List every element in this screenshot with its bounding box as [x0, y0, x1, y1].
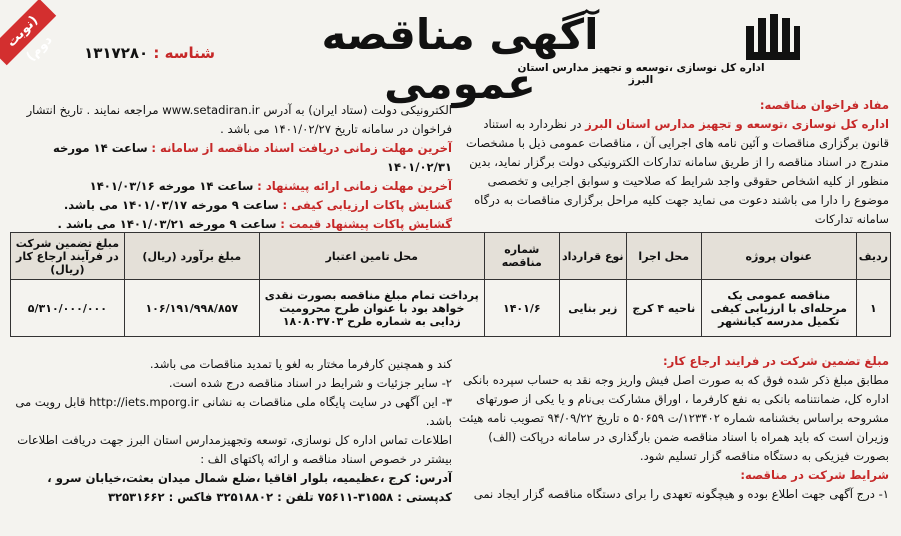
- guarantee-section: [449, 352, 889, 504]
- header-funding-source: محل تامین اعتبار: [259, 233, 484, 280]
- table-row: [11, 280, 891, 337]
- turn-badge: (نوبت دوم): [0, 0, 56, 65]
- organization-name: اداره کل نوسازی ،توسعه و تجهیز مدارس استان البرز: [517, 62, 765, 86]
- page-title: آگهی مناقصه عمومی: [321, 10, 599, 108]
- opening-quality-label: گشایش پاکات ارزیابی کیفی :: [282, 198, 452, 212]
- organization-logo-icon: [742, 12, 802, 62]
- contact-info: اطلاعات تماس اداره کل نوسازی، توسعه وتجهیزمدارس استان البرز جهت دریافت اطلاعات بیشتر در خصوص اسناد مناقصه و ارائه پاکتهای الف :: [17, 433, 452, 466]
- cell-tender-number: ۱۴۰۱/۶: [484, 280, 559, 337]
- cell-guarantee: ۵/۳۱۰/۰۰۰/۰۰۰: [11, 280, 125, 337]
- table-header-row: [11, 233, 891, 280]
- guarantee-body: مطابق مبلغ ذکر شده فوق که به صورت اصل فیش واریز وجه نقد به حساب سپرده بانکی اداره کل، ضمانتنامه بانکی به نفع کارفرما ، اوراق مشارکت بی‌نام و یا یکی از صورتهای مشروحه براساس بخشنامه شماره ۱۲۳۴۰۲/ت ۵۰۶۵۹ ه تاریخ ۹۴/۰۹/۲۲ تصویب نامه هیئت وزیران است که باید همراه با اسناد مناقصه ضمن بارگذاری در سامانه درپاکت (الف) بصورت فیزیکی به دستگاه مناقصه گزار تسلیم شود.: [458, 373, 889, 463]
- conditions-item-3: ۳- این آگهی در سایت پایگاه ملی مناقصات به نشانی http://iets.mporg.ir قابل رویت می باشد.: [15, 395, 452, 428]
- opening-price-value: ساعت ۹ مورخه ۱۴۰۱/۰۳/۲۱ می باشد .: [57, 217, 277, 231]
- publish-info: الکترونیکی دولت (ستاد ایران) به آدرس www.setadiran.ir مراجعه نمایند . تاریخ انتشار فراخوان در سامانه تاریخ ۱۴۰۱/۰۲/۲۷ می باشد .: [26, 103, 452, 136]
- tender-table: [10, 232, 891, 337]
- cell-project-title: مناقصه عمومی یک مرحله‌ای با ارزیابی کیفی تکمیل مدرسه کیانشهر: [701, 280, 856, 337]
- contact-section: [12, 355, 452, 507]
- serial-label: شناسه :: [153, 44, 215, 62]
- header-row-number: ردیف: [856, 233, 890, 280]
- deadline-docs-value: ساعت ۱۴ مورخه ۱۴۰۱/۰۲/۳۱: [53, 141, 452, 174]
- cell-contract-type: زیر بنایی: [559, 280, 626, 337]
- header-tender-number: شماره مناقصه: [484, 233, 559, 280]
- header-project-title: عنوان پروژه: [701, 233, 856, 280]
- cell-row-number: ۱: [856, 280, 890, 337]
- conditions-item-1: ۱- درج آگهی جهت اطلاع بوده و هیچگونه تعهدی را برای دستگاه مناقصه گزار ایجاد نمی: [473, 487, 889, 501]
- address: آدرس: کرج ،عظیمیه، بلوار اقاقیا ،ضلع شمال میدان بعثت،خیابان سرو ، کدپستی : ۳۱۵۵۸-۷۵۶۱۱ تلفن : ۳۲۵۱۸۸۰۲ فاکس : ۳۲۵۳۱۶۶۲: [47, 471, 452, 504]
- deadline-offer-value: ساعت ۱۴ مورخه ۱۴۰۱/۰۳/۱۶: [89, 179, 254, 193]
- opening-price-label: گشایش پاکات پیشنهاد قیمت :: [280, 217, 452, 231]
- header-location: محل اجرا: [626, 233, 701, 280]
- intro-body: در نظردارد به استناد قانون برگزاری مناقصات و آئین نامه های اجرایی آن ، مناقصات عمومی ذیل با مشخصات مندرج در اسناد مناقصه را از طریق سامانه تدارکات الکترونیکی دولت برگزار نماید، بدین منظور از کلیه اشخاص حقوقی واجد شرایط که صلاحیت و سوابق اجرایی و تخصصی موضوع را دارا می باشند دعوت می نماید جهت کلیه مراحل برگزاری مناقصات به درگاه سامانه تدارکات: [465, 117, 889, 226]
- serial-number: [65, 44, 215, 62]
- header-contract-type: نوع قرارداد: [559, 233, 626, 280]
- conditions-continued: کند و همچنین کارفرما مختار به لغو یا تمدید مناقصات می باشد.: [149, 357, 452, 371]
- conditions-heading: شرایط شرکت در مناقصه:: [740, 468, 889, 482]
- cell-location: ناحیه ۴ کرج: [626, 280, 701, 337]
- intro-heading: مفاد فراخوان مناقصه:: [759, 98, 889, 112]
- serial-value: ۱۳۱۷۲۸۰: [84, 44, 149, 62]
- deadline-offer-label: آخرین مهلت زمانی ارائه پیشنهاد :: [257, 179, 452, 193]
- schedule-section: [12, 101, 452, 234]
- cell-funding-source: پرداخت تمام مبلغ مناقصه بصورت نقدی خواهد بود با عنوان طرح محرومیت زدایی به شماره طرح ۱۸۰۸۰۳۷۰۳: [259, 280, 484, 337]
- intro-section: [457, 96, 889, 229]
- header-estimate: مبلغ برآورد (ریال): [124, 233, 259, 280]
- opening-quality-value: ساعت ۹ مورخه ۱۴۰۱/۰۳/۱۷ می باشد.: [63, 198, 279, 212]
- cell-estimate: ۱۰۶/۱۹۱/۹۹۸/۸۵۷: [124, 280, 259, 337]
- guarantee-heading: مبلغ تضمین شرکت در فرایند ارجاع کار:: [663, 354, 889, 368]
- deadline-docs-label: آخرین مهلت زمانی دریافت اسناد مناقصه از سامانه :: [151, 141, 452, 155]
- header-guarantee: مبلغ تضمین شرکت در فرآیند ارجاع کار (ریال): [11, 233, 125, 280]
- conditions-item-2: ۲- سایر جزئیات و شرایط در اسناد مناقصه درج شده است.: [168, 376, 452, 390]
- intro-org-name: اداره کل نوسازی ،توسعه و تجهیز مدارس استان البرز: [585, 117, 889, 131]
